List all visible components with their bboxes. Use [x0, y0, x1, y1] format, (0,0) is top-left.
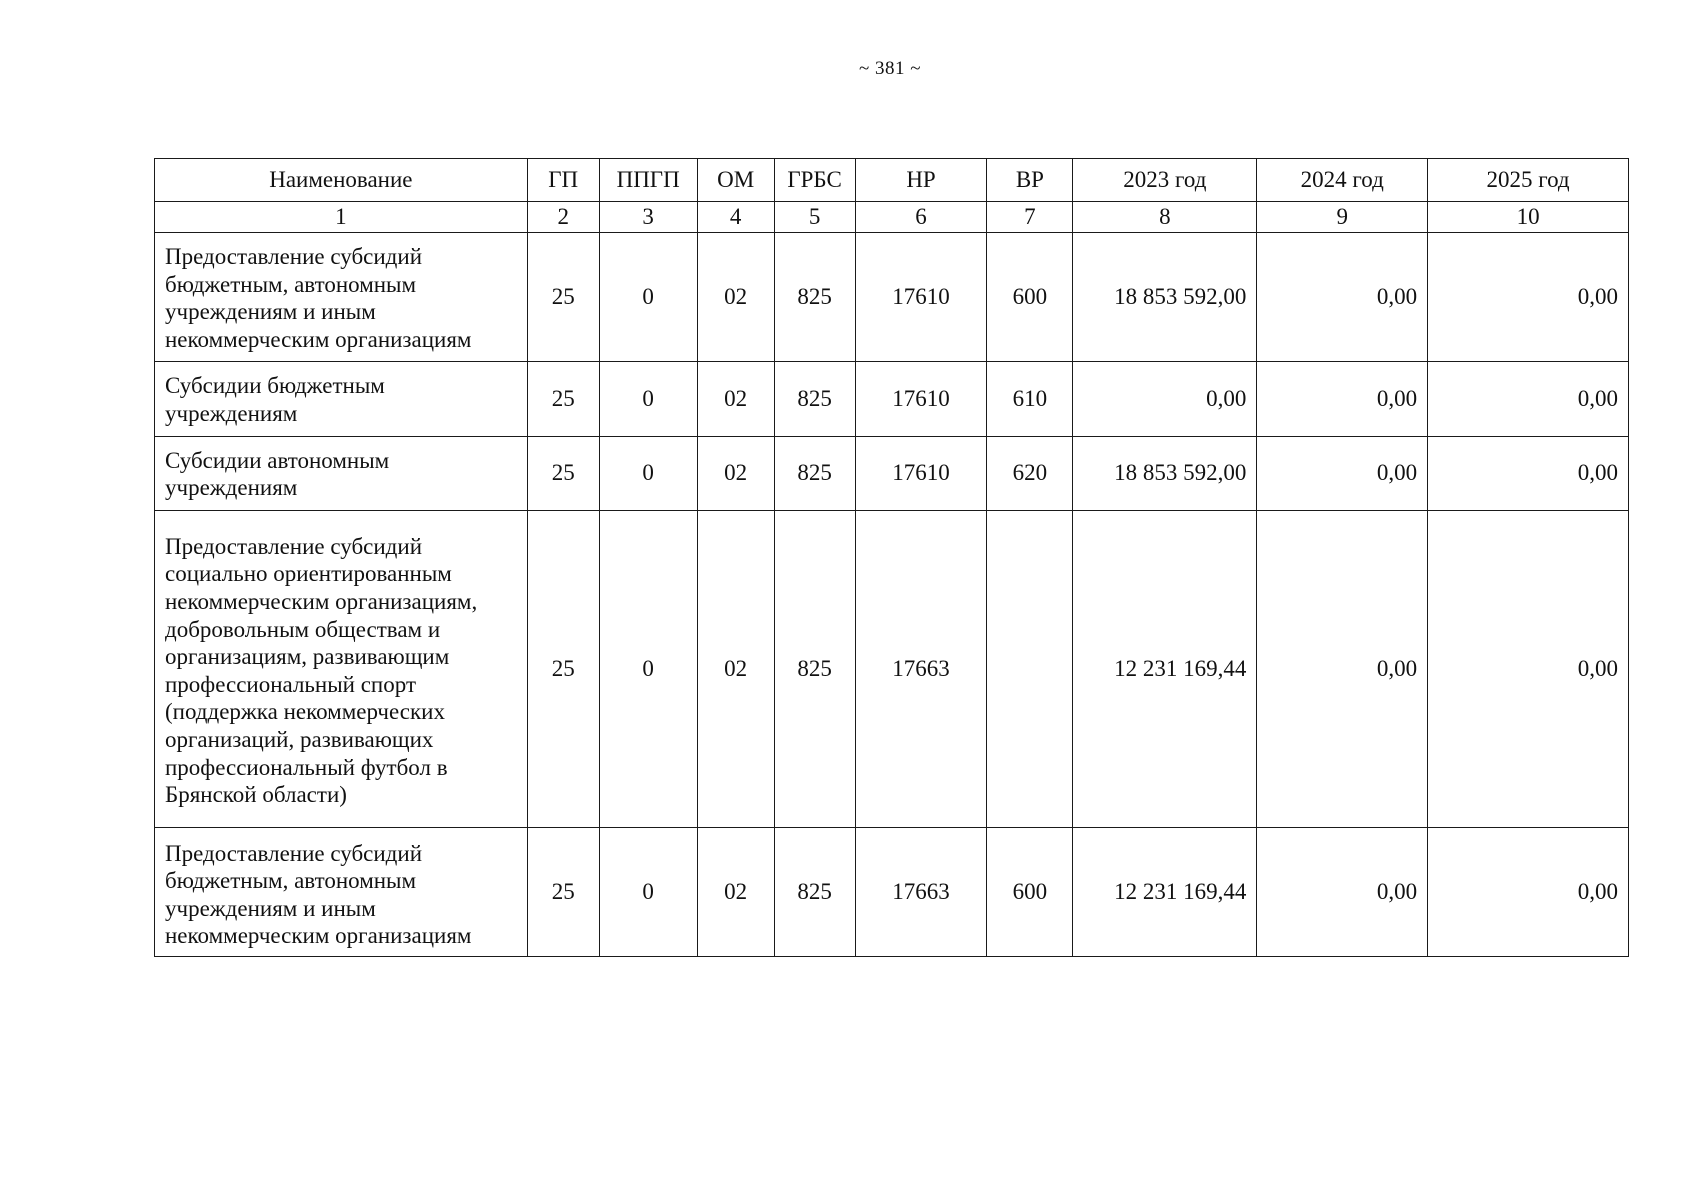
amount-2024: 0,00: [1257, 233, 1428, 362]
gp-cell: 25: [527, 827, 599, 956]
ppgp-cell: 0: [599, 436, 697, 510]
amount-2024: 0,00: [1257, 362, 1428, 436]
grbs-cell: 825: [774, 436, 855, 510]
vr-cell: 610: [987, 362, 1073, 436]
grbs-cell: 825: [774, 510, 855, 827]
gp-cell: 25: [527, 510, 599, 827]
ppgp-cell: 0: [599, 827, 697, 956]
amount-2025: 0,00: [1428, 827, 1629, 956]
grbs-cell: 825: [774, 827, 855, 956]
vr-cell: 620: [987, 436, 1073, 510]
om-cell: 02: [697, 362, 774, 436]
grbs-cell: 825: [774, 362, 855, 436]
column-number: 10: [1428, 202, 1629, 233]
amount-2023: 18 853 592,00: [1073, 233, 1257, 362]
column-number: 6: [855, 202, 987, 233]
budget-table: [154, 158, 1629, 957]
header-ppgp: ППГП: [599, 159, 697, 202]
om-cell: 02: [697, 233, 774, 362]
amount-2025: 0,00: [1428, 510, 1629, 827]
column-number: 3: [599, 202, 697, 233]
column-number: 2: [527, 202, 599, 233]
table-row: [155, 827, 1629, 956]
amount-2024: 0,00: [1257, 510, 1428, 827]
nr-cell: 17610: [855, 436, 987, 510]
vr-cell: 600: [987, 827, 1073, 956]
page-number: ~ 381 ~: [858, 58, 922, 79]
gp-cell: 25: [527, 233, 599, 362]
header-gp: ГП: [527, 159, 599, 202]
row-name: Предоставление субсидий бюджетным, автономным учреждениям и иным некоммерческим организациям: [155, 233, 528, 362]
table-row: [155, 362, 1629, 436]
amount-2025: 0,00: [1428, 233, 1629, 362]
amount-2024: 0,00: [1257, 827, 1428, 956]
column-number: 8: [1073, 202, 1257, 233]
amount-2025: 0,00: [1428, 436, 1629, 510]
header-2023: 2023 год: [1073, 159, 1257, 202]
header-nr: НР: [855, 159, 987, 202]
om-cell: 02: [697, 827, 774, 956]
column-number: 7: [987, 202, 1073, 233]
column-number: 4: [697, 202, 774, 233]
nr-cell: 17610: [855, 362, 987, 436]
grbs-cell: 825: [774, 233, 855, 362]
amount-2023: 12 231 169,44: [1073, 827, 1257, 956]
header-2025: 2025 год: [1428, 159, 1629, 202]
row-name: Предоставление субсидий социально ориентированным некоммерческим организациям, добровольным обществам и организациям, развивающим профессиональный спорт (поддержка некоммерческих организаций, развивающих профессиональный футбол в Брянской области): [155, 510, 528, 827]
header-om: ОМ: [697, 159, 774, 202]
table-row: [155, 233, 1629, 362]
ppgp-cell: 0: [599, 362, 697, 436]
ppgp-cell: 0: [599, 510, 697, 827]
column-number-row: [155, 202, 1629, 233]
ppgp-cell: 0: [599, 233, 697, 362]
nr-cell: 17663: [855, 510, 987, 827]
header-vr: ВР: [987, 159, 1073, 202]
amount-2024: 0,00: [1257, 436, 1428, 510]
amount-2025: 0,00: [1428, 362, 1629, 436]
table-row: [155, 510, 1629, 827]
om-cell: 02: [697, 436, 774, 510]
column-number: 5: [774, 202, 855, 233]
vr-cell: 600: [987, 233, 1073, 362]
om-cell: 02: [697, 510, 774, 827]
header-row: [155, 159, 1629, 202]
header-2024: 2024 год: [1257, 159, 1428, 202]
amount-2023: 12 231 169,44: [1073, 510, 1257, 827]
column-number: 1: [155, 202, 528, 233]
gp-cell: 25: [527, 362, 599, 436]
gp-cell: 25: [527, 436, 599, 510]
amount-2023: 18 853 592,00: [1073, 436, 1257, 510]
table-row: [155, 436, 1629, 510]
vr-cell: [987, 510, 1073, 827]
amount-2023: 0,00: [1073, 362, 1257, 436]
column-number: 9: [1257, 202, 1428, 233]
nr-cell: 17610: [855, 233, 987, 362]
row-name: Субсидии автономным учреждениям: [155, 436, 528, 510]
header-grbs: ГРБС: [774, 159, 855, 202]
row-name: Субсидии бюджетным учреждениям: [155, 362, 528, 436]
nr-cell: 17663: [855, 827, 987, 956]
row-name: Предоставление субсидий бюджетным, автономным учреждениям и иным некоммерческим организациям: [155, 827, 528, 956]
header-name: Наименование: [155, 159, 528, 202]
